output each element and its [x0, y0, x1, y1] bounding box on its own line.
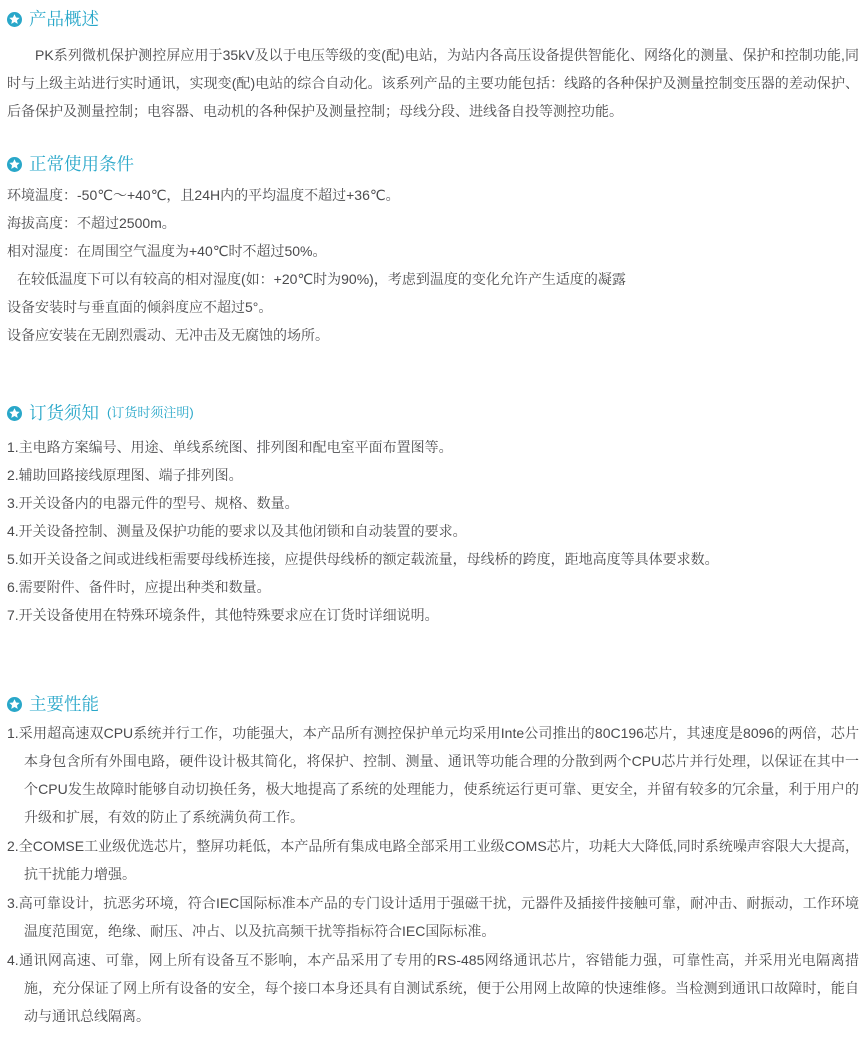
list-item: 5.如开关设备之间或进线柜需要母线桥连接，应提供母线桥的额定载流量，母线桥的跨度，距地高度等具体要求数。: [7, 551, 719, 567]
condition-line: 相对湿度：在周围空气温度为+40℃时不超过50%。: [7, 243, 327, 259]
list-item: 4.开关设备控制、测量及保护功能的要求以及其他闭锁和自动装置的要求。: [7, 523, 467, 539]
star-badge-icon: [7, 406, 22, 421]
ordering-items-list: [7, 433, 861, 629]
list-item: 3.高可靠设计，抗恶劣环境，符合IEC国际标准本产品的专门设计适用于强磁干扰，元器件及插接件接触可靠，耐冲击、耐振动，工作环境温度范围宽，绝缘、耐压、冲占、以及抗高频干扰等指标符合IEC国际标准。: [7, 895, 859, 939]
condition-line: 设备应安装在无剧烈震动、无冲击及无腐蚀的场所。: [7, 327, 329, 343]
list-item: 1.采用超高速双CPU系统并行工作，功能强大，本产品所有测控保护单元均采用Inte公司推出的80C196芯片，其速度是8096的两倍，芯片本身包含所有外围电路，硬件设计极其简化，将保护、控制、测量、通讯等功能合理的分散到两个CPU芯片并行处理，以保证在其中一个CPU发生故障时能够自动切换任务，极大地提高了系统的处理能力，使系统运行更可靠、更安全，并留有较多的冗余量，利于用户的升级和扩展，有效的防止了系统满负荷工作。: [7, 725, 859, 825]
list-item: 4.通讯网高速、可靠，网上所有设备互不影响，本产品采用了专用的RS-485网络通讯芯片，容错能力强，可靠性高，并采用光电隔离措施，充分保证了网上所有设备的安全，每个接口本身还具有自测试系统，便于公用网上故障的快速维修。当检测到通讯口故障时，能自动与通讯总线隔离。: [7, 952, 859, 1024]
performance-items-list: [7, 719, 861, 1030]
condition-line: 在较低温度下可以有较高的相对湿度(如：+20℃时为90%)，考虑到温度的变化允许产生适度的凝露: [17, 271, 626, 287]
section-title: 主要性能: [29, 694, 99, 714]
condition-line: 海拔高度：不超过2500m。: [7, 215, 176, 231]
star-badge-icon: [7, 697, 22, 712]
list-item: 2.辅助回路接线原理图、端子排列图。: [7, 467, 243, 483]
list-item: 2.全COMSE工业级优选芯片，整屏功耗低，本产品所有集成电路全部采用工业级COMS芯片，功耗大大降低,同时系统噪声容限大大提高，抗干扰能力增强。: [7, 838, 859, 882]
section-title: 正常使用条件: [29, 154, 134, 174]
star-badge-icon: [7, 12, 22, 27]
conditions-list: [7, 181, 861, 349]
section-heading-normal-conditions: [7, 153, 861, 175]
section-heading-ordering-notes: [7, 402, 861, 424]
condition-line: 设备安装时与垂直面的倾斜度应不超过5°。: [7, 299, 273, 315]
section-subtitle: (订货时须注明): [107, 405, 194, 420]
overview-paragraph: PK系列微机保护测控屏应用于35kV及以于电压等级的变(配)电站，为站内各高压设备提供智能化、网络化的测量、保护和控制功能,同时与上级主站进行实时通讯，实现变(配)电站的综合自动化。该系列产品的主要功能包括：线路的各种保护及测量控制变压器的差动保护、后备保护及测量控制；电容器、电动机的各种保护及测量控制；母线分段、进线备自投等测控功能。: [7, 47, 859, 119]
list-item: 3.开关设备内的电器元件的型号、规格、数量。: [7, 495, 299, 511]
list-item: 7.开关设备使用在特殊环境条件，其他特殊要求应在订货时详细说明。: [7, 607, 439, 623]
list-item: 6.需要附件、备件时，应提出种类和数量。: [7, 579, 271, 595]
section-title: 订货须知: [29, 403, 99, 423]
section-title: 产品概述: [29, 9, 99, 29]
section-ordering-notes: [7, 402, 861, 629]
section-main-performance: [7, 693, 861, 1030]
condition-line: 环境温度：-50℃～+40℃，且24H内的平均温度不超过+36℃。: [7, 187, 400, 203]
section-product-overview: [7, 8, 861, 125]
section-heading-main-performance: [7, 693, 861, 715]
star-badge-icon: [7, 157, 22, 172]
section-heading-product-overview: [7, 8, 861, 30]
section-normal-conditions: [7, 153, 861, 349]
list-item: 1.主电路方案编号、用途、单线系统图、排列图和配电室平面布置图等。: [7, 439, 453, 455]
